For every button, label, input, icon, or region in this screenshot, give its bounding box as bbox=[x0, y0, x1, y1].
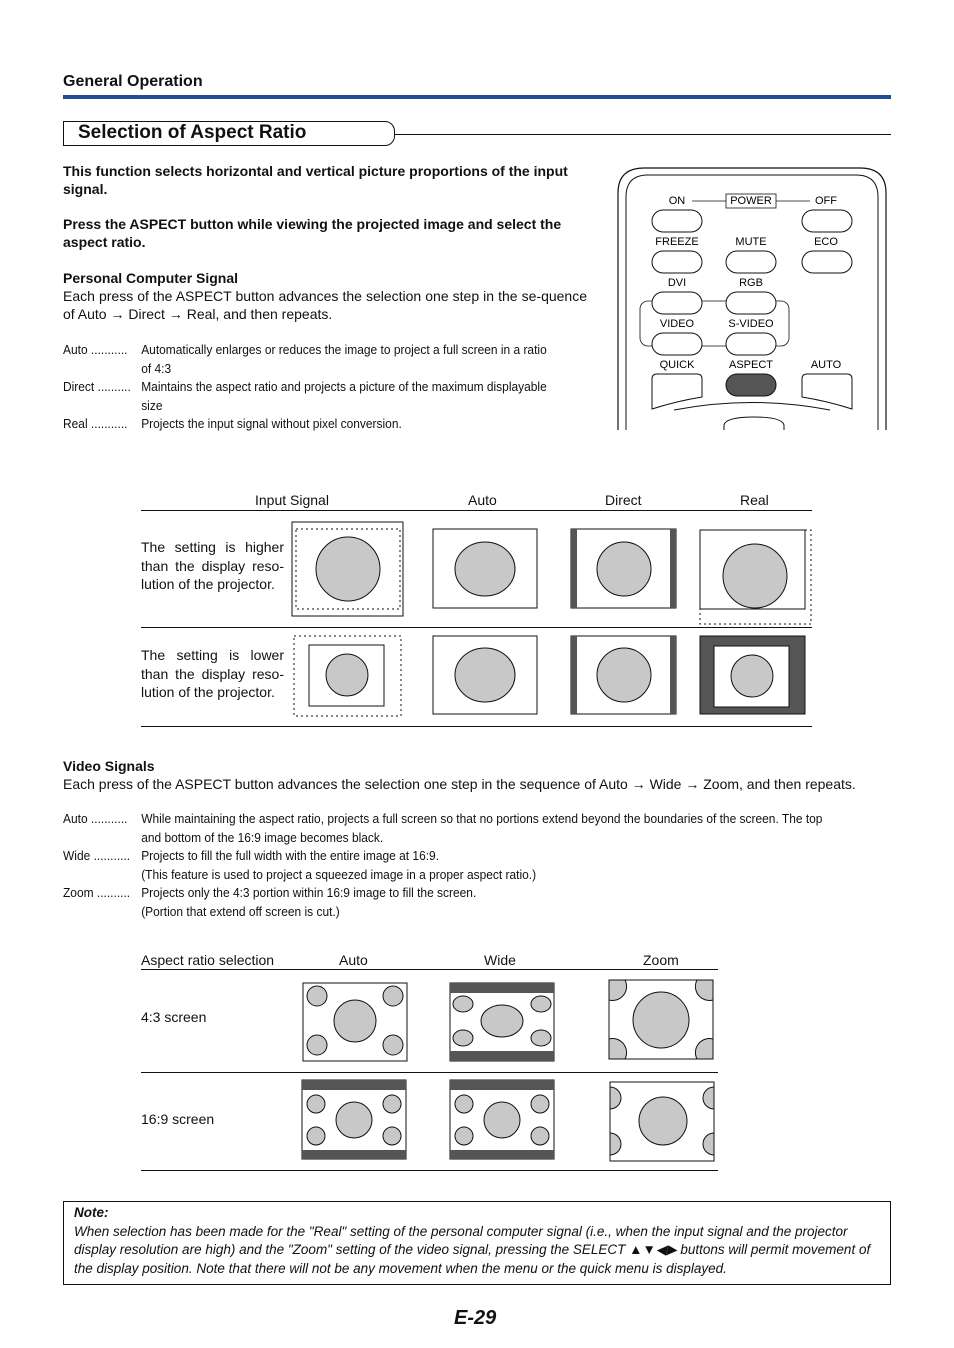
aspect-button[interactable] bbox=[726, 374, 776, 396]
def-term: Wide ........... bbox=[63, 848, 131, 863]
pc-row-higher: The setting is higher than the display reso-lution of the projector. bbox=[141, 539, 284, 592]
def-line-2: size bbox=[141, 397, 163, 413]
remote-curve bbox=[674, 403, 830, 411]
remote-control-illustration bbox=[614, 163, 890, 433]
video-table-bottom-rule bbox=[141, 1170, 718, 1171]
def-term: Direct .......... bbox=[63, 379, 131, 394]
direct-low-image bbox=[597, 648, 651, 702]
def-line-1: While maintaining the aspect ratio, projects a full screen so that no portions extend beyond the boundaries of the screen. The top bbox=[141, 811, 823, 826]
zoom-169-center bbox=[639, 1097, 687, 1145]
remote-bottom-button bbox=[724, 417, 784, 430]
wide-43-bar-bottom bbox=[450, 1051, 554, 1061]
power-label: POWER bbox=[730, 195, 772, 207]
video-label: VIDEO bbox=[659, 318, 695, 330]
pc-table-header-rule bbox=[141, 510, 812, 511]
wide-169-bar-top bbox=[450, 1080, 554, 1090]
auto-169-bar-top bbox=[302, 1080, 406, 1090]
on-button[interactable] bbox=[652, 210, 702, 232]
wide-169-corner-br bbox=[531, 1127, 549, 1145]
freeze-label: FREEZE bbox=[655, 236, 699, 248]
def-line-1: Automatically enlarges or reduces the image to project a full screen in a ratio bbox=[141, 342, 547, 357]
def-line-1: Projects to fill the full width with the entire image at 16:9. bbox=[141, 848, 440, 863]
video-button[interactable] bbox=[652, 333, 702, 355]
col-video-wide: Wide bbox=[484, 952, 516, 968]
row-16-9-screen: 16:9 screen bbox=[141, 1111, 215, 1127]
quick-label: QUICK bbox=[659, 359, 695, 371]
off-label: OFF bbox=[815, 195, 837, 207]
note-text: When selection has been made for the "Real" setting of the personal computer signal (i.e., when the input signal and the projector display resolution are high) and the "Zoom" setting of the video signal, pressing the SELECT ▲▼◀▶ buttons will permit movement of the display position. Note that there will not be any movement when the menu or the quick menu is displayed. bbox=[74, 1223, 871, 1276]
note-label: Note: bbox=[74, 1205, 109, 1220]
auto-169-corner-tr bbox=[383, 1095, 401, 1113]
header-rule bbox=[63, 95, 891, 99]
intro-paragraph-1: This function selects horizontal and vertical picture proportions of the input signal. bbox=[63, 163, 568, 197]
freeze-button[interactable] bbox=[652, 251, 702, 273]
quick-button[interactable] bbox=[652, 374, 702, 409]
wide-169-bar-bottom bbox=[450, 1150, 554, 1159]
auto-43-corner-bl bbox=[307, 1035, 327, 1055]
col-direct: Direct bbox=[605, 492, 642, 508]
pc-signal-text: Each press of the ASPECT button advances the selection one step in the se-quence of Auto → Direct → Real, and then repeats. bbox=[63, 288, 587, 322]
input-high-image bbox=[316, 537, 380, 601]
off-button[interactable] bbox=[802, 210, 852, 232]
direct-high-image bbox=[597, 542, 651, 596]
auto-43-corner-tr bbox=[383, 986, 403, 1006]
def-line-2: and bottom of the 16:9 image becomes black. bbox=[141, 829, 384, 845]
def-term: Auto ........... bbox=[63, 342, 128, 357]
s-video-label: S-VIDEO bbox=[728, 318, 774, 330]
page-title: Selection of Aspect Ratio bbox=[78, 122, 307, 143]
def-line-1: Maintains the aspect ratio and projects a picture of the maximum displayable bbox=[141, 379, 547, 394]
rgb-button[interactable] bbox=[726, 292, 776, 314]
col-aspect-ratio-selection: Aspect ratio selection bbox=[141, 952, 275, 968]
wide-169-corner-tr bbox=[531, 1095, 549, 1113]
dvi-label: DVI bbox=[667, 277, 687, 289]
title-rule bbox=[395, 134, 891, 135]
video-signals-text: Each press of the ASPECT button advances the selection one step in the sequence of Auto → Wide → Zoom, and then repeats. bbox=[63, 776, 856, 792]
eco-label: ECO bbox=[814, 236, 838, 248]
pc-def-direct bbox=[63, 378, 587, 415]
auto-169-center bbox=[336, 1102, 372, 1138]
col-input-signal: Input Signal bbox=[255, 492, 329, 508]
pc-table-bottom-rule bbox=[141, 726, 812, 727]
pc-def-auto bbox=[63, 341, 587, 378]
video-def-wide bbox=[63, 847, 891, 884]
def-term: Zoom .......... bbox=[63, 885, 131, 900]
row-4-3-screen: 4:3 screen bbox=[141, 1009, 207, 1025]
pc-row-lower: The setting is lower than the display reso-lution of the projector. bbox=[141, 647, 284, 700]
auto-43-corner-tl bbox=[307, 986, 327, 1006]
video-table-header-rule bbox=[141, 969, 718, 970]
def-line-1: Projects only the 4:3 portion within 16:9 image to fill the screen. bbox=[141, 885, 477, 900]
wide-43-center bbox=[481, 1005, 523, 1037]
def-term: Auto ........... bbox=[63, 811, 128, 826]
video-signal-diagram bbox=[295, 975, 725, 1170]
pc-signal-diagram bbox=[285, 515, 815, 725]
auto-low-image bbox=[455, 648, 515, 702]
auto-label: AUTO bbox=[810, 359, 842, 371]
wide-43-corner-tl bbox=[453, 996, 473, 1012]
def-line-1: Projects the input signal without pixel conversion. bbox=[141, 416, 402, 431]
auto-high-image bbox=[455, 542, 515, 596]
direct-high-bar-left bbox=[571, 529, 577, 608]
real-high-image bbox=[723, 544, 787, 608]
note-content bbox=[74, 1204, 882, 1278]
col-real: Real bbox=[740, 492, 769, 508]
eco-button[interactable] bbox=[802, 251, 852, 273]
intro-paragraph-2: Press the ASPECT button while viewing the projected image and select the aspect ratio. bbox=[63, 216, 562, 250]
def-term: Real ........... bbox=[63, 416, 128, 431]
pc-def-real bbox=[63, 415, 587, 434]
zoom-43-center bbox=[633, 992, 689, 1048]
direct-low-bar-right bbox=[670, 636, 676, 714]
wide-43-corner-br bbox=[531, 1030, 551, 1046]
def-line-2: (This feature is used to project a squeezed image in a proper aspect ratio.) bbox=[141, 866, 537, 882]
def-line-2: (Portion that extend off screen is cut.) bbox=[141, 903, 340, 919]
page-number: E-29 bbox=[454, 1307, 497, 1329]
mute-button[interactable] bbox=[726, 251, 776, 273]
aspect-label: ASPECT bbox=[728, 359, 774, 371]
wide-169-corner-bl bbox=[455, 1127, 473, 1145]
auto-43-corner-br bbox=[383, 1035, 403, 1055]
video-signals-heading: Video Signals bbox=[63, 758, 155, 774]
on-label: ON bbox=[668, 195, 686, 207]
wide-169-center bbox=[484, 1102, 520, 1138]
auto-169-corner-br bbox=[383, 1127, 401, 1145]
real-low-image bbox=[731, 655, 773, 697]
input-low-image bbox=[326, 654, 368, 696]
wide-43-corner-tr bbox=[531, 996, 551, 1012]
section-header: General Operation bbox=[63, 73, 203, 90]
video-def-zoom bbox=[63, 884, 891, 921]
auto-169-bar-bottom bbox=[302, 1150, 406, 1159]
col-video-zoom: Zoom bbox=[643, 952, 679, 968]
wide-43-corner-bl bbox=[453, 1030, 473, 1046]
pc-signal-heading: Personal Computer Signal bbox=[63, 270, 239, 286]
col-video-auto: Auto bbox=[339, 952, 368, 968]
direct-high-bar-right bbox=[670, 529, 676, 608]
col-auto: Auto bbox=[468, 492, 497, 508]
auto-button[interactable] bbox=[802, 374, 852, 409]
def-line-2: of 4:3 bbox=[141, 360, 172, 376]
mute-label: MUTE bbox=[735, 236, 767, 248]
auto-43-center bbox=[334, 1000, 376, 1042]
wide-43-bar-top bbox=[450, 983, 554, 993]
dvi-button[interactable] bbox=[652, 292, 702, 314]
auto-169-corner-tl bbox=[307, 1095, 325, 1113]
direct-low-bar-left bbox=[571, 636, 577, 714]
wide-169-corner-tl bbox=[455, 1095, 473, 1113]
auto-169-corner-bl bbox=[307, 1127, 325, 1145]
s-video-button[interactable] bbox=[726, 333, 776, 355]
rgb-label: RGB bbox=[739, 277, 763, 289]
video-def-auto bbox=[63, 810, 891, 847]
